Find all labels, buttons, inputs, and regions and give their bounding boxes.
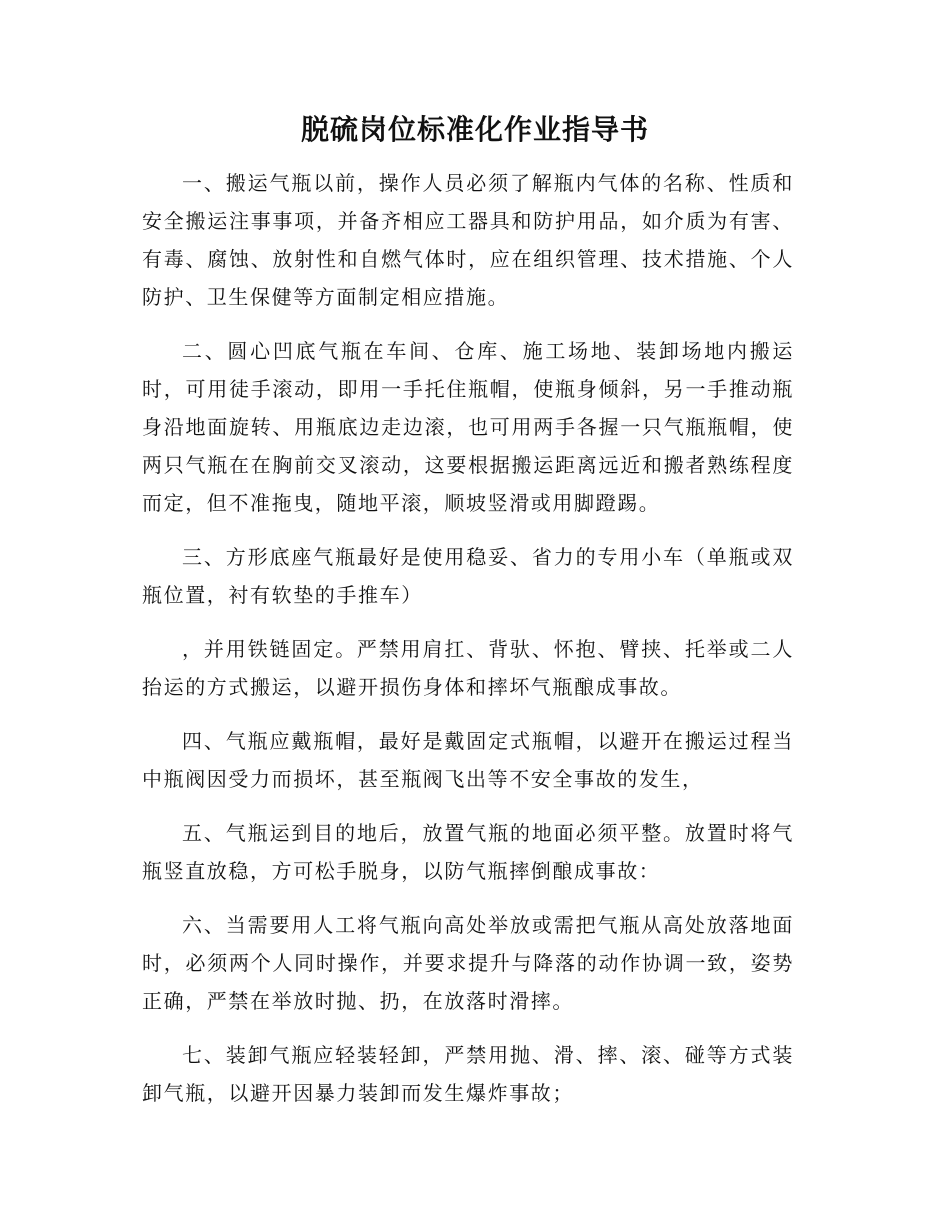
paragraph-1: 一、搬运气瓶以前，操作人员必须了解瓶内气体的名称、性质和安全搬运注事事项，并备齐相应工器具和防护用品，如介质为有害、有毒、腐蚀、放射性和自燃气体时，应在组织管理、技术措施、个人防护、卫生保健等方面制定相应措施。: [142, 171, 794, 309]
document-title: 脱硫岗位标准化作业指导书: [300, 113, 649, 146]
paragraph-7: 七、装卸气瓶应轻装轻卸，严禁用抛、滑、摔、滚、碰等方式装卸气瓶，以避开因暴力装卸而发生爆炸事故；: [142, 1043, 794, 1105]
paragraph-3: 三、方形底座气瓶最好是使用稳妥、省力的专用小车（单瓶或双瓶位置，衬有软垫的手推车）: [142, 545, 794, 607]
paragraph-4: 四、气瓶应戴瓶帽，最好是戴固定式瓶帽，以避开在搬运过程当中瓶阀因受力而损坏，甚至瓶阀飞出等不安全事故的发生，: [142, 729, 794, 791]
paragraph-3-continued: ，并用铁链固定。严禁用肩扛、背驮、怀抱、臂挟、托举或二人抬运的方式搬运，以避开损伤身体和摔坏气瓶酿成事故。: [142, 637, 794, 699]
paragraph-5: 五、气瓶运到目的地后，放置气瓶的地面必须平整。放置时将气瓶竖直放稳，方可松手脱身，以防气瓶摔倒酿成事故：: [142, 821, 794, 883]
paragraph-6: 六、当需要用人工将气瓶向高处举放或需把气瓶从高处放落地面时，必须两个人同时操作，并要求提升与降落的动作协调一致，姿势正确，严禁在举放时抛、扔，在放落时滑摔。: [142, 913, 794, 1013]
paragraph-2: 二、圆心凹底气瓶在车间、仓库、施工场地、装卸场地内搬运时，可用徒手滚动，即用一手托住瓶帽，使瓶身倾斜，另一手推动瓶身沿地面旋转、用瓶底边走边滚，也可用两手各握一只气瓶瓶帽，使两只气瓶在在胸前交叉滚动，这要根据搬运距离远近和搬者熟练程度而定，但不准拖曳，随地平滚，顺坡竖滑或用脚蹬踢。: [142, 339, 794, 515]
document-body: [142, 164, 794, 1128]
